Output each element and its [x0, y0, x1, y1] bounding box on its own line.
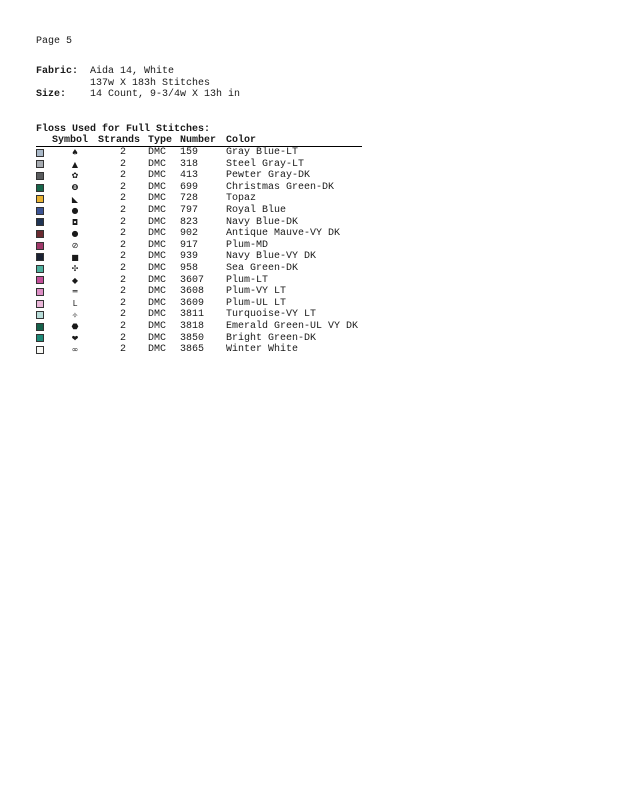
- type-cell: DMC: [148, 170, 167, 182]
- color-swatch: [36, 172, 44, 180]
- floss-row: [36, 205, 362, 217]
- type-cell: DMC: [148, 286, 167, 298]
- floss-row: [36, 344, 362, 356]
- color-name-cell: Emerald Green-UL VY DK: [226, 320, 359, 332]
- size-label: Size:: [36, 89, 67, 100]
- strands-cell: 2: [119, 204, 126, 216]
- type-cell: DMC: [148, 274, 167, 286]
- floss-symbol: ▲: [71, 159, 79, 169]
- number-cell: 917: [180, 239, 199, 251]
- floss-symbol: ✣: [71, 264, 79, 274]
- floss-row: [36, 228, 362, 240]
- number-cell: 159: [180, 147, 199, 158]
- color-swatch: [36, 184, 44, 192]
- number-cell: 797: [180, 204, 199, 216]
- header-color: Color: [226, 135, 257, 146]
- floss-symbol: ■: [71, 252, 79, 262]
- color-name-cell: Antique Mauve-VY DK: [226, 228, 341, 240]
- floss-row: [36, 286, 362, 298]
- floss-row: [36, 309, 362, 321]
- floss-row: [36, 240, 362, 252]
- floss-row: [36, 217, 362, 229]
- color-name-cell: Navy Blue-DK: [226, 216, 299, 228]
- floss-symbol: ●: [71, 229, 79, 239]
- color-name-cell: Sea Green-DK: [226, 262, 299, 274]
- strands-cell: 2: [119, 147, 126, 158]
- floss-table: [36, 135, 362, 356]
- number-cell: 939: [180, 251, 199, 263]
- number-cell: 3811: [180, 309, 205, 321]
- strands-cell: 2: [119, 251, 126, 263]
- type-cell: DMC: [148, 216, 167, 228]
- number-cell: 3609: [180, 297, 205, 309]
- stitch-count: 137w X 183h Stitches: [90, 77, 211, 89]
- color-swatch: [36, 160, 44, 168]
- color-name-cell: Plum-LT: [226, 274, 269, 286]
- floss-row: [36, 170, 362, 182]
- header-type: Type: [148, 135, 173, 146]
- color-swatch: [36, 346, 44, 354]
- fabric-info: [36, 66, 240, 101]
- type-cell: DMC: [148, 158, 167, 170]
- header-symbol: Symbol: [52, 135, 89, 146]
- strands-cell: 2: [119, 170, 126, 182]
- size-line: [36, 89, 240, 101]
- number-cell: 823: [180, 216, 199, 228]
- color-name-cell: Plum-MD: [226, 239, 269, 251]
- strands-cell: 2: [119, 309, 126, 321]
- strands-cell: 2: [119, 262, 126, 274]
- color-name-cell: Christmas Green-DK: [226, 181, 335, 193]
- type-cell: DMC: [148, 251, 167, 263]
- number-cell: 958: [180, 262, 199, 274]
- color-swatch: [36, 276, 44, 284]
- strands-cell: 2: [119, 332, 126, 344]
- type-cell: DMC: [148, 297, 167, 309]
- floss-row: [36, 263, 362, 275]
- color-swatch: [36, 242, 44, 250]
- type-cell: DMC: [148, 147, 167, 158]
- floss-rows: [36, 147, 362, 356]
- floss-symbol: ⬣: [71, 322, 79, 332]
- color-name-cell: Gray Blue-LT: [226, 147, 299, 158]
- color-name-cell: Steel Gray-LT: [226, 158, 305, 170]
- color-name-cell: Bright Green-DK: [226, 332, 317, 344]
- color-swatch: [36, 195, 44, 203]
- floss-symbol: ❽: [71, 183, 79, 193]
- color-name-cell: Navy Blue-VY DK: [226, 251, 317, 263]
- type-cell: DMC: [148, 262, 167, 274]
- strands-cell: 2: [119, 239, 126, 251]
- number-cell: 3865: [180, 344, 205, 356]
- strands-cell: 2: [119, 216, 126, 228]
- floss-table-header: [36, 135, 362, 147]
- color-swatch: [36, 149, 44, 157]
- strands-cell: 2: [119, 344, 126, 356]
- color-swatch: [36, 207, 44, 215]
- color-swatch: [36, 218, 44, 226]
- floss-row: [36, 321, 362, 333]
- number-cell: 3608: [180, 286, 205, 298]
- floss-symbol: ◆: [71, 275, 79, 285]
- type-cell: DMC: [148, 309, 167, 321]
- floss-symbol: ◘: [71, 217, 79, 227]
- color-swatch: [36, 253, 44, 261]
- strands-cell: 2: [119, 228, 126, 240]
- type-cell: DMC: [148, 332, 167, 344]
- floss-symbol: L: [72, 299, 78, 309]
- fabric-line: [36, 66, 240, 78]
- strands-cell: 2: [119, 158, 126, 170]
- size-value: 14 Count, 9-3/4w X 13h in: [90, 89, 241, 100]
- type-cell: DMC: [148, 344, 167, 356]
- type-cell: DMC: [148, 181, 167, 193]
- number-cell: 728: [180, 193, 199, 205]
- color-swatch: [36, 334, 44, 342]
- color-name-cell: Plum-UL LT: [226, 297, 287, 309]
- page-number: Page 5: [36, 36, 73, 47]
- number-cell: 902: [180, 228, 199, 240]
- floss-symbol: ❤: [71, 333, 79, 343]
- floss-symbol: ♠: [71, 148, 79, 158]
- fabric-label: Fabric:: [36, 66, 79, 77]
- color-swatch: [36, 230, 44, 238]
- floss-row: [36, 275, 362, 287]
- floss-row: [36, 298, 362, 310]
- color-name-cell: Turquoise-VY LT: [226, 309, 317, 321]
- number-cell: 3850: [180, 332, 205, 344]
- floss-symbol: ∞: [71, 345, 79, 355]
- floss-table-title: Floss Used for Full Stitches:: [36, 124, 211, 135]
- floss-row: [36, 193, 362, 205]
- floss-symbol: ●: [71, 206, 79, 216]
- number-cell: 3607: [180, 274, 205, 286]
- color-swatch: [36, 323, 44, 331]
- stitches-line: [36, 78, 240, 90]
- color-name-cell: Pewter Gray-DK: [226, 170, 311, 182]
- strands-cell: 2: [119, 193, 126, 205]
- type-cell: DMC: [148, 239, 167, 251]
- number-cell: 413: [180, 170, 199, 182]
- header-strands: Strands: [98, 135, 141, 146]
- strands-cell: 2: [119, 297, 126, 309]
- floss-row: [36, 182, 362, 194]
- floss-row: [36, 159, 362, 171]
- color-swatch: [36, 300, 44, 308]
- strands-cell: 2: [119, 320, 126, 332]
- strands-cell: 2: [119, 181, 126, 193]
- floss-row: [36, 147, 362, 159]
- color-swatch: [36, 311, 44, 319]
- type-cell: DMC: [148, 204, 167, 216]
- strands-cell: 2: [119, 286, 126, 298]
- type-cell: DMC: [148, 320, 167, 332]
- color-name-cell: Winter White: [226, 344, 299, 356]
- floss-symbol: ═: [72, 287, 78, 297]
- color-name-cell: Royal Blue: [226, 204, 287, 216]
- header-number: Number: [180, 135, 217, 146]
- floss-symbol: ◣: [71, 194, 79, 204]
- number-cell: 318: [180, 158, 199, 170]
- color-swatch: [36, 265, 44, 273]
- color-name-cell: Plum-VY LT: [226, 286, 287, 298]
- color-name-cell: Topaz: [226, 193, 257, 205]
- floss-row: [36, 251, 362, 263]
- floss-symbol: ✿: [71, 171, 79, 181]
- type-cell: DMC: [148, 193, 167, 205]
- number-cell: 3818: [180, 320, 205, 332]
- type-cell: DMC: [148, 228, 167, 240]
- number-cell: 699: [180, 181, 199, 193]
- color-swatch: [36, 288, 44, 296]
- floss-row: [36, 333, 362, 345]
- strands-cell: 2: [119, 274, 126, 286]
- floss-symbol: ✧: [71, 310, 79, 320]
- floss-symbol: ⊘: [71, 241, 79, 251]
- fabric-value: Aida 14, White: [90, 66, 175, 77]
